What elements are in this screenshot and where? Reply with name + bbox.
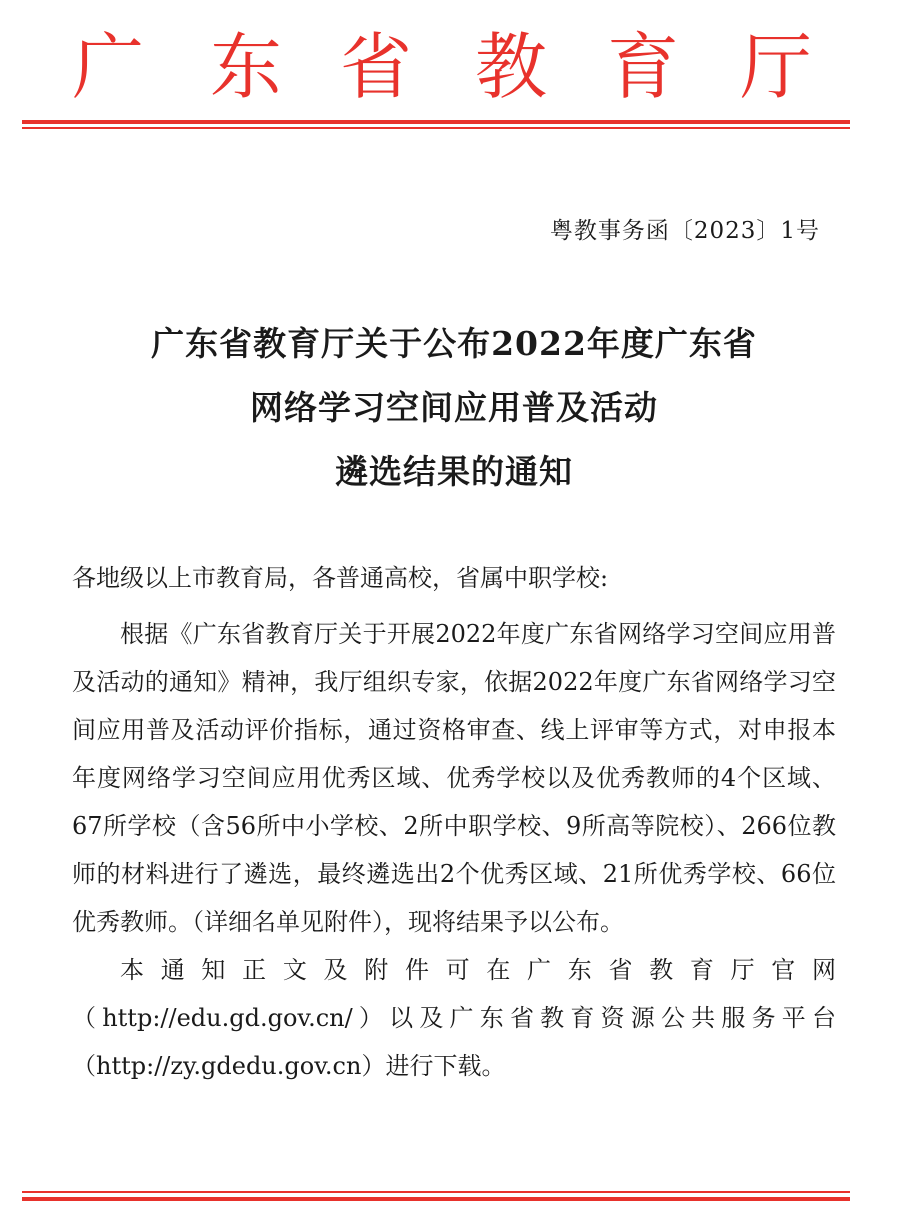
- org-name-char: 育: [607, 25, 680, 109]
- footer-red-rule-thin: [22, 1191, 850, 1193]
- org-header: [0, 22, 908, 112]
- body-paragraph-1: 根据《广东省教育厅关于开展2022年度广东省网络学习空间应用普及活动的通知》精神，我厅组织专家，依据2022年度广东省网络学习空间应用普及活动评价指标，通过资格审查、线上评审等方式，对申报本年度网络学习空间应用优秀区域、优秀学校以及优秀教师的4个区域、67所学校（含56所中小学校、2所中职学校、9所高等院校）、266位教师的材料进行了遴选，最终遴选出2个优秀区域、21所优秀学校、66位优秀教师。（详细名单见附件），现将结果予以公布。: [72, 620, 836, 936]
- body-paragraph-2: 本通知正文及附件可在广东省教育厅官网（http://edu.gd.gov.cn/）以及广东省教育资源公共服务平台（http://zy.gdedu.gov.cn）进行下载。: [72, 956, 836, 1080]
- document-title-line-2: 网络学习空间应用普及活动: [250, 388, 658, 427]
- document-title-line-3: 遴选结果的通知: [335, 452, 573, 491]
- document-title-line-1: 广东省教育厅关于公布2022年度广东省: [151, 324, 757, 363]
- footer-red-rule-thick: [22, 1197, 850, 1201]
- org-name-char: 厅: [740, 25, 813, 109]
- org-name-char: 省: [340, 25, 413, 109]
- salutation: 各地级以上市教育局，各普通高校，省属中职学校:: [72, 564, 609, 592]
- org-name-char: 教: [475, 25, 548, 109]
- document-number: 粤教事务函〔2023〕1号: [549, 218, 820, 244]
- document-body: [72, 610, 836, 1090]
- org-name-char: 广: [72, 25, 145, 109]
- header-red-rule-thin: [22, 127, 850, 129]
- org-name-char: 东: [210, 25, 283, 109]
- header-red-rule-thick: [22, 120, 850, 124]
